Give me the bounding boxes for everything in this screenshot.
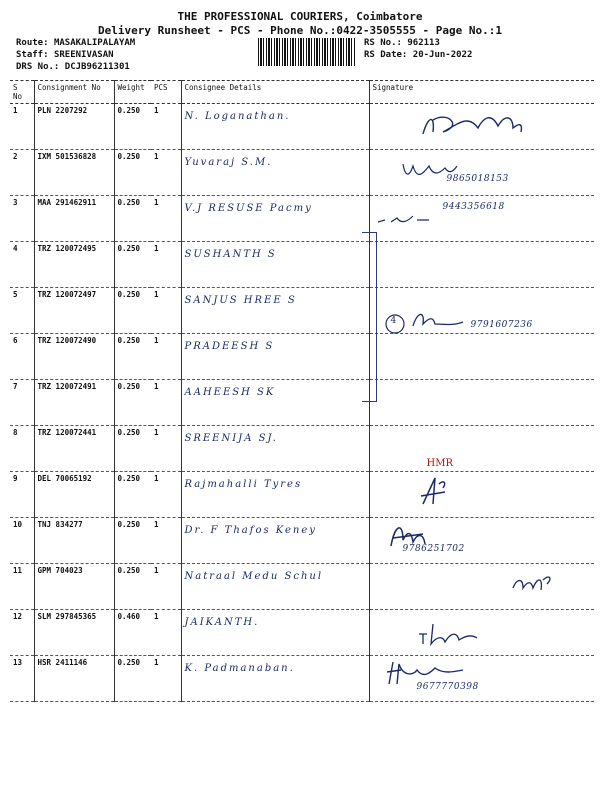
row-weight: 0.250 (114, 242, 151, 288)
row-weight: 0.250 (114, 656, 151, 702)
handwritten-signature (373, 290, 592, 330)
runsheet-subtitle: Delivery Runsheet - PCS - Phone No.:0422-3505555 - Page No.:1 (98, 24, 502, 37)
row-signature-cell (369, 564, 594, 610)
row-signature-cell (369, 518, 594, 564)
col-signature: Signature (369, 81, 594, 104)
row-weight: 0.250 (114, 426, 151, 472)
table-row (10, 242, 594, 288)
col-consignment: Consignment No (34, 81, 114, 104)
drs-line (16, 62, 130, 72)
rs-date-line (364, 50, 472, 60)
row-signature-cell (369, 104, 594, 150)
handwritten-signature (373, 474, 592, 514)
row-pcs: 1 (151, 104, 181, 150)
drs-value: DCJB96211301 (64, 62, 130, 72)
row-sno: 2 (10, 150, 34, 196)
table-header-row (10, 81, 594, 104)
row-sno: 8 (10, 426, 34, 472)
row-pcs: 1 (151, 564, 181, 610)
row-pcs: 1 (151, 150, 181, 196)
row-phone: 9865018153 (446, 174, 509, 184)
row-consignee: PRADEESH S (184, 341, 275, 352)
group-phone: 9791607236 (470, 320, 533, 330)
row-pcs: 1 (151, 196, 181, 242)
row-consignee: Rajmahalli Tyres (184, 479, 303, 490)
row-pcs: 1 (151, 518, 181, 564)
col-pcs: PCS (151, 81, 181, 104)
handwritten-signature (373, 612, 592, 652)
row-sno: 11 (10, 564, 34, 610)
row-sno: 10 (10, 518, 34, 564)
table-row (10, 104, 594, 150)
row-consignee-cell (181, 150, 369, 196)
handwritten-signature (373, 106, 592, 146)
row-weight: 0.250 (114, 564, 151, 610)
row-consignment: TNJ 834277 (34, 518, 114, 564)
row-weight: 0.250 (114, 104, 151, 150)
handwritten-signature (373, 428, 592, 468)
table-row (10, 150, 594, 196)
row-weight: 0.250 (114, 518, 151, 564)
row-weight: 0.250 (114, 472, 151, 518)
table-row (10, 518, 594, 564)
row-consignee: SANJUS HREE S (184, 295, 297, 306)
row-consignment: PLN 2207292 (34, 104, 114, 150)
row-consignment: HSR 2411146 (34, 656, 114, 702)
row-pcs: 1 (151, 472, 181, 518)
row-consignee-cell (181, 196, 369, 242)
row-sno: 1 (10, 104, 34, 150)
rs-no-value: 962113 (407, 38, 440, 48)
table-row (10, 564, 594, 610)
runsheet-table (10, 80, 594, 702)
row-pcs: 1 (151, 334, 181, 380)
col-sno: S No (10, 81, 34, 104)
handwritten-signature (373, 198, 592, 238)
row-consignee: AAHEESH SK (184, 387, 276, 398)
row-consignee-cell (181, 288, 369, 334)
table-row (10, 472, 594, 518)
barcode (258, 38, 356, 66)
route-line (16, 38, 135, 48)
route-value: MASAKALIPALAYAM (53, 38, 136, 48)
staff-label: Staff: (16, 50, 49, 60)
row-consignment: GPM 704023 (34, 564, 114, 610)
row-sno: 3 (10, 196, 34, 242)
row-consignment: TRZ 120072491 (34, 380, 114, 426)
row-weight: 0.250 (114, 334, 151, 380)
group-count: 4 (390, 316, 397, 326)
row-signature-cell (369, 242, 594, 288)
row-consignee-cell (181, 242, 369, 288)
row-signature-cell (369, 150, 594, 196)
table-row (10, 426, 594, 472)
table-row (10, 196, 594, 242)
row-consignee: SUSHANTH S (184, 249, 277, 260)
row-pcs: 1 (151, 426, 181, 472)
row-consignee: Yuvaraj S.M. (184, 157, 273, 168)
row-consignee-cell (181, 426, 369, 472)
row-consignment: DEL 70065192 (34, 472, 114, 518)
row-signature-cell (369, 426, 594, 472)
row-consignee-cell (181, 564, 369, 610)
row-consignment: IXM 501536828 (34, 150, 114, 196)
row-weight: 0.250 (114, 150, 151, 196)
row-signature-cell (369, 380, 594, 426)
row-signature-cell (369, 288, 594, 334)
row-consignee-cell (181, 104, 369, 150)
row-sno: 6 (10, 334, 34, 380)
handwritten-signature (373, 520, 592, 560)
row-pcs: 1 (151, 288, 181, 334)
row-consignee: N. Loganathan. (184, 111, 291, 122)
rs-date-label: RS Date: (364, 50, 408, 60)
col-consignee: Consignee Details (181, 81, 369, 104)
table-row (10, 380, 594, 426)
row-phone: 9677770398 (416, 682, 479, 692)
row-consignee: Natraal Medu Schul (184, 571, 324, 582)
row-sno: 5 (10, 288, 34, 334)
row-sno: 13 (10, 656, 34, 702)
row-consignee: SREENIJA SJ. (184, 433, 278, 444)
staff-line (16, 50, 114, 60)
row-sno: 7 (10, 380, 34, 426)
col-weight: Weight (114, 81, 151, 104)
row-weight: 0.250 (114, 196, 151, 242)
row-signature-cell (369, 196, 594, 242)
table-row (10, 288, 594, 334)
row-sno: 4 (10, 242, 34, 288)
row-consignment: SLM 297845365 (34, 610, 114, 656)
red-mark: HMR (426, 458, 453, 469)
table-row (10, 610, 594, 656)
rs-no-line (364, 38, 440, 48)
row-consignee-cell (181, 472, 369, 518)
row-consignee-cell (181, 380, 369, 426)
group-bracket (362, 232, 377, 402)
staff-value: SREENIVASAN (53, 50, 114, 60)
rs-date-value: 20-Jun-2022 (412, 50, 473, 60)
row-consignee: V.J RESUSE Pacmy (184, 203, 313, 214)
row-sno: 12 (10, 610, 34, 656)
handwritten-signature (373, 658, 592, 698)
row-signature-cell (369, 472, 594, 518)
row-consignment: MAA 291462911 (34, 196, 114, 242)
row-phone: 9443356618 (442, 202, 505, 212)
rs-no-label: RS No.: (364, 38, 402, 48)
row-consignee-cell (181, 518, 369, 564)
row-consignment: TRZ 120072497 (34, 288, 114, 334)
row-signature-cell (369, 610, 594, 656)
row-pcs: 1 (151, 242, 181, 288)
row-consignment: TRZ 120072495 (34, 242, 114, 288)
row-consignee: K. Padmanaban. (184, 663, 295, 674)
table-row (10, 656, 594, 702)
row-consignee: JAIKANTH. (184, 617, 260, 628)
row-signature-cell (369, 656, 594, 702)
row-consignee-cell (181, 656, 369, 702)
route-label: Route: (16, 38, 49, 48)
handwritten-signature (373, 152, 592, 192)
handwritten-signature (373, 566, 592, 606)
row-consignment: TRZ 120072490 (34, 334, 114, 380)
row-weight: 0.250 (114, 380, 151, 426)
row-sno: 9 (10, 472, 34, 518)
row-weight: 0.250 (114, 288, 151, 334)
row-consignee-cell (181, 610, 369, 656)
row-phone: 9786251702 (402, 544, 465, 554)
row-consignee: Dr. F Thafos Keney (184, 525, 317, 536)
row-pcs: 1 (151, 610, 181, 656)
row-consignment: TRZ 120072441 (34, 426, 114, 472)
row-pcs: 1 (151, 656, 181, 702)
drs-label: DRS No.: (16, 62, 60, 72)
company-title: THE PROFESSIONAL COURIERS, Coimbatore (177, 10, 423, 23)
row-pcs: 1 (151, 380, 181, 426)
row-consignee-cell (181, 334, 369, 380)
row-weight: 0.460 (114, 610, 151, 656)
